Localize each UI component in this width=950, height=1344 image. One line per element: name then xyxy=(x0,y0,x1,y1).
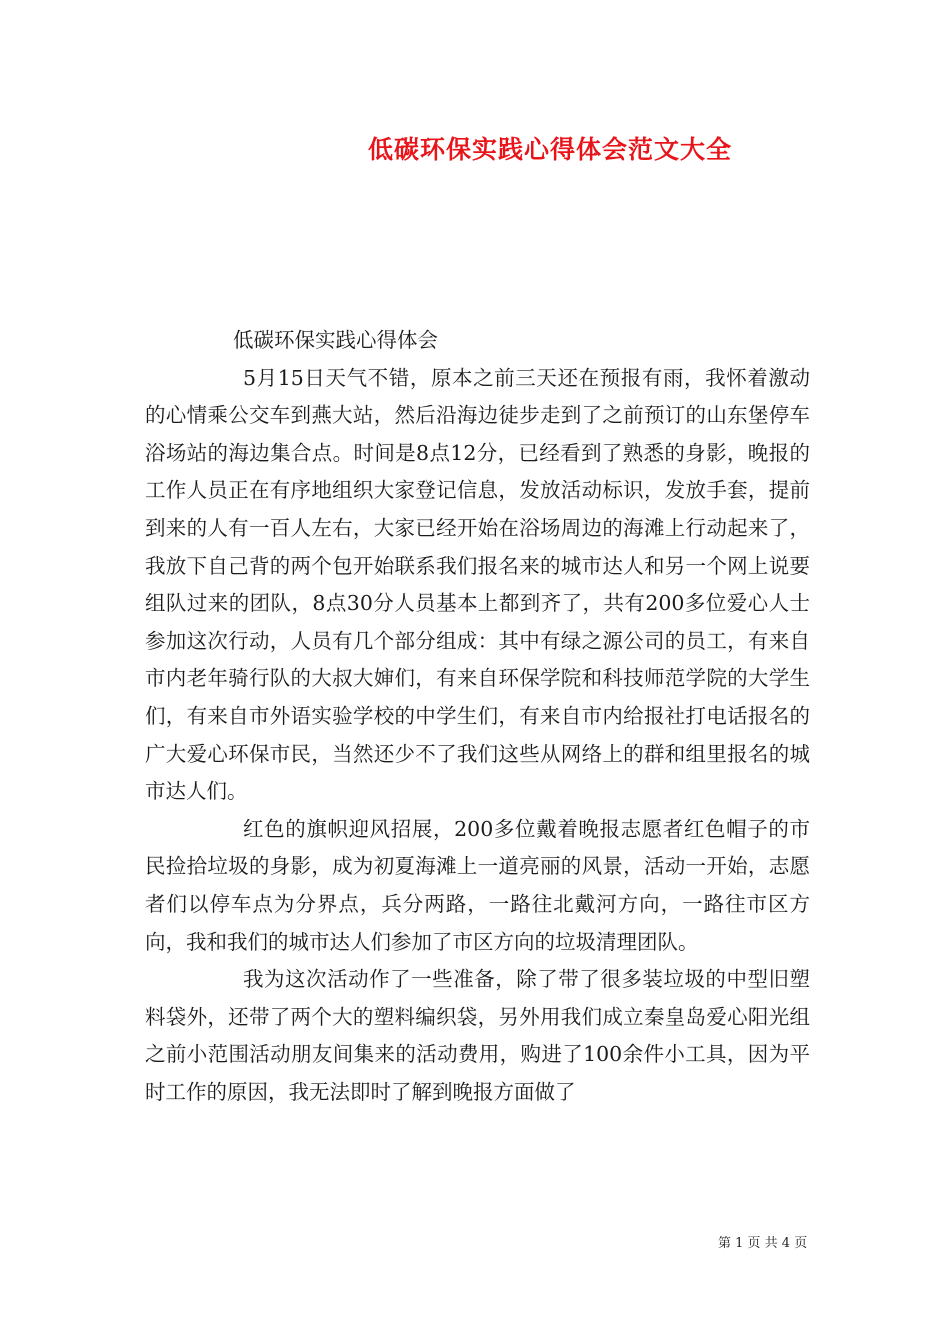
paragraph-3: 我为这次活动作了一些准备，除了带了很多装垃圾的中型旧塑料袋外，还带了两个大的塑料编织袋，另外用我们成立秦皇岛爱心阳光组之前小范围活动朋友间集来的活动费用，购进了100余件小工具，因为平时工作的原因，我无法即时了解到晚报方面做了 xyxy=(145,967,810,1104)
document-title: 低碳环保实践心得体会范文大全 xyxy=(367,135,732,164)
paragraph-1: 5月15日天气不错，原本之前三天还在预报有雨，我怀着激动的心情乘公交车到燕大站，然后沿海边徒步走到了之前预订的山东堡停车浴场站的海边集合点。时间是8点12分，已经看到了熟悉的身影，晚报的工作人员正在有序地组织大家登记信息，发放活动标识，发放手套，提前到来的人有一百人左右，大家已经开始在浴场周边的海滩上行动起来了，我放下自己背的两个包开始联系我们报名来的城市达人和另一个网上说要组队过来的团队，8点30分人员基本上都到齐了，共有200多位爱心人士参加这次行动，人员有几个部分组成：其中有绿之源公司的员工，有来自市内老年骑行队的大叔大婶们，有来自环保学院和科技师范学院的大学生们，有来自市外语实验学校的中学生们，有来自市内给报社打电话报名的广大爱心环保市民，当然还少不了我们这些从网络上的群和组里报名的城市达人们。 xyxy=(145,365,810,804)
document-body xyxy=(145,322,810,1111)
page-number-footer: 第 1 页 共 4 页 xyxy=(718,1236,808,1251)
document-subtitle: 低碳环保实践心得体会 xyxy=(233,328,438,352)
paragraph-2: 红色的旗帜迎风招展，200多位戴着晚报志愿者红色帽子的市民捡拾垃圾的身影，成为初夏海滩上一道亮丽的风景，活动一开始，志愿者们以停车点为分界点，兵分两路，一路往北戴河方向，一路往市区方向，我和我们的城市达人们参加了市区方向的垃圾清理团队。 xyxy=(145,816,810,954)
